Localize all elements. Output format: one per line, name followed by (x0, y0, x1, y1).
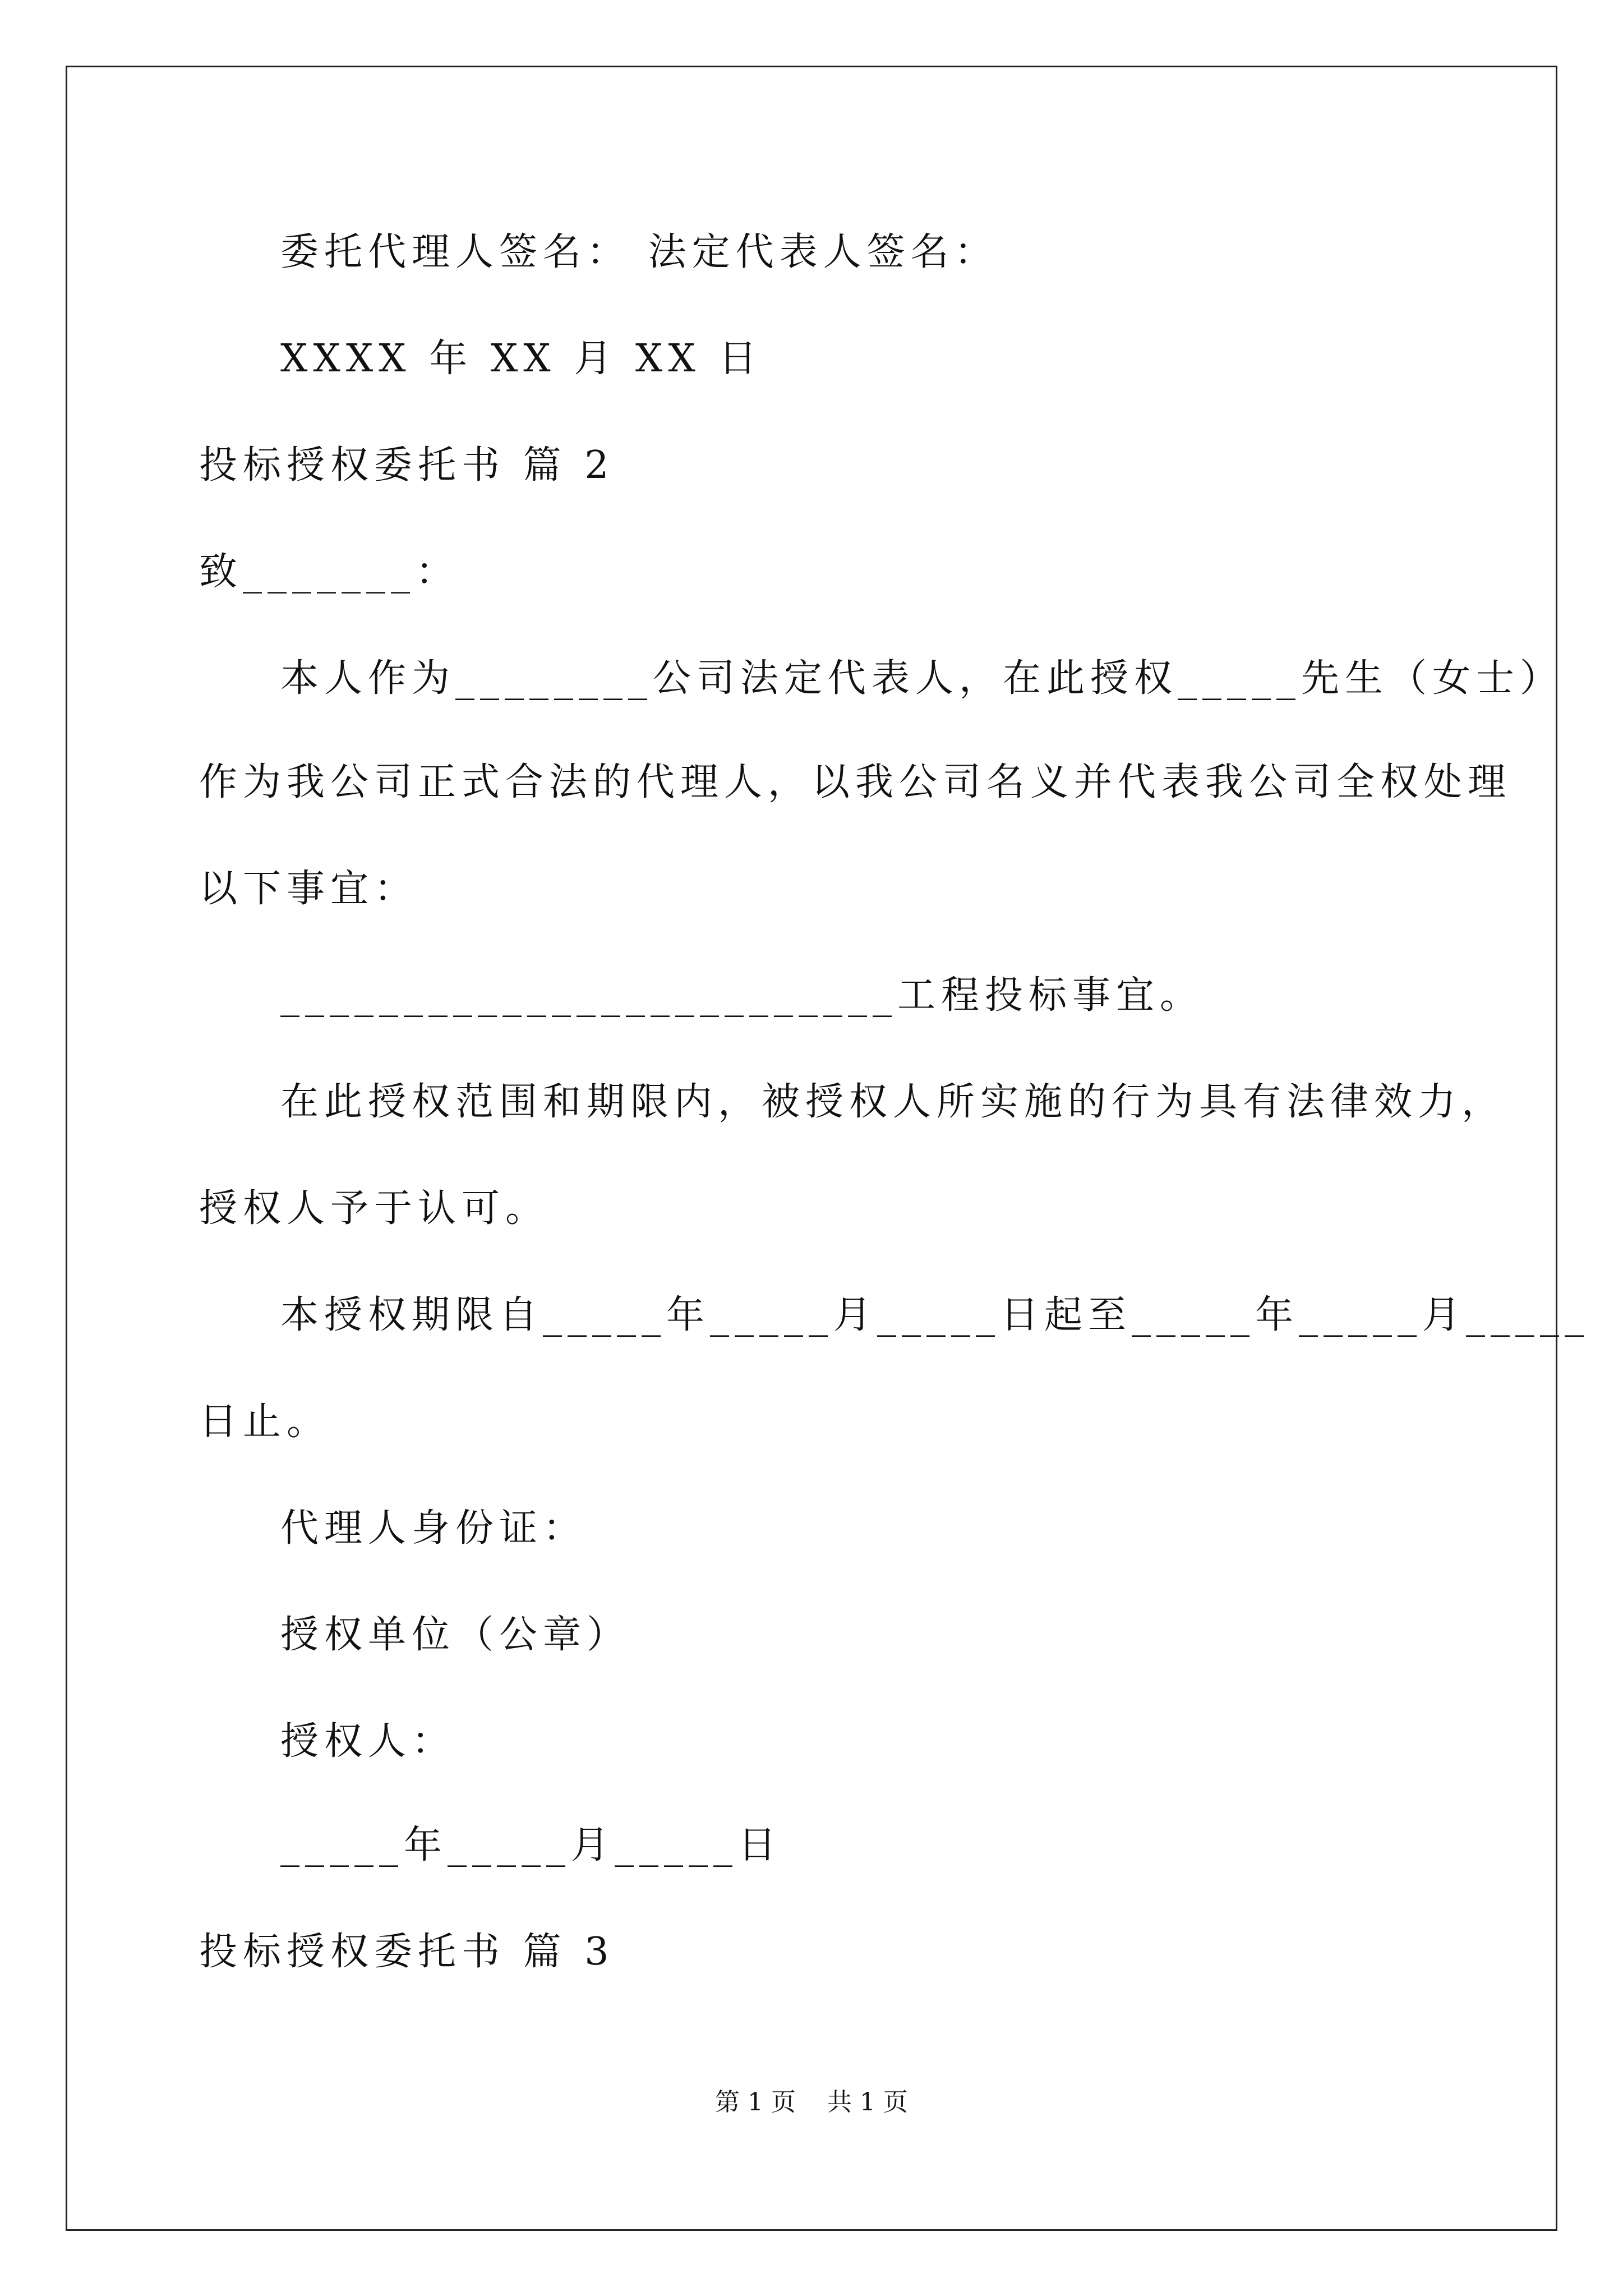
paragraph-line: 在此授权范围和期限内，被授权人所实施的行为具有法律效力， (280, 1080, 1506, 1124)
page-border (66, 66, 1557, 2231)
signature-line: 委托代理人签名： 法定代表人签名： (280, 230, 998, 274)
authorizer-line: 授权人： (280, 1719, 456, 1764)
paragraph-line: 本授权期限自_____年_____月_____日起至_____年_____月_____ (280, 1293, 1590, 1337)
paragraph-line: 作为我公司正式合法的代理人，以我公司名义并代表我公司全权处理 (199, 760, 1512, 804)
id-card-line: 代理人身份证： (280, 1506, 587, 1550)
section-heading-2: 投标授权委托书 篇 2 (199, 443, 615, 487)
addressee-line: 致_______： (199, 550, 460, 594)
date-line: XXXX 年 XX 月 XX 日 (280, 337, 763, 381)
blank-date-line: _____年_____月_____日 (280, 1823, 782, 1867)
paragraph-line: 以下事宜： (199, 867, 418, 911)
section-heading-3: 投标授权委托书 篇 3 (199, 1930, 615, 1974)
page-footer: 第 1 页 共 1 页 (715, 2088, 908, 2116)
paragraph-line: 日止。 (199, 1400, 331, 1444)
authorizing-unit-line: 授权单位（公章） (280, 1613, 631, 1657)
paragraph-line: 本人作为________公司法定代表人，在此授权_____先生（女士） (280, 656, 1564, 701)
paragraph-line: _________________________工程投标事宜。 (280, 973, 1204, 1018)
paragraph-line: 授权人予于认可。 (199, 1186, 550, 1231)
